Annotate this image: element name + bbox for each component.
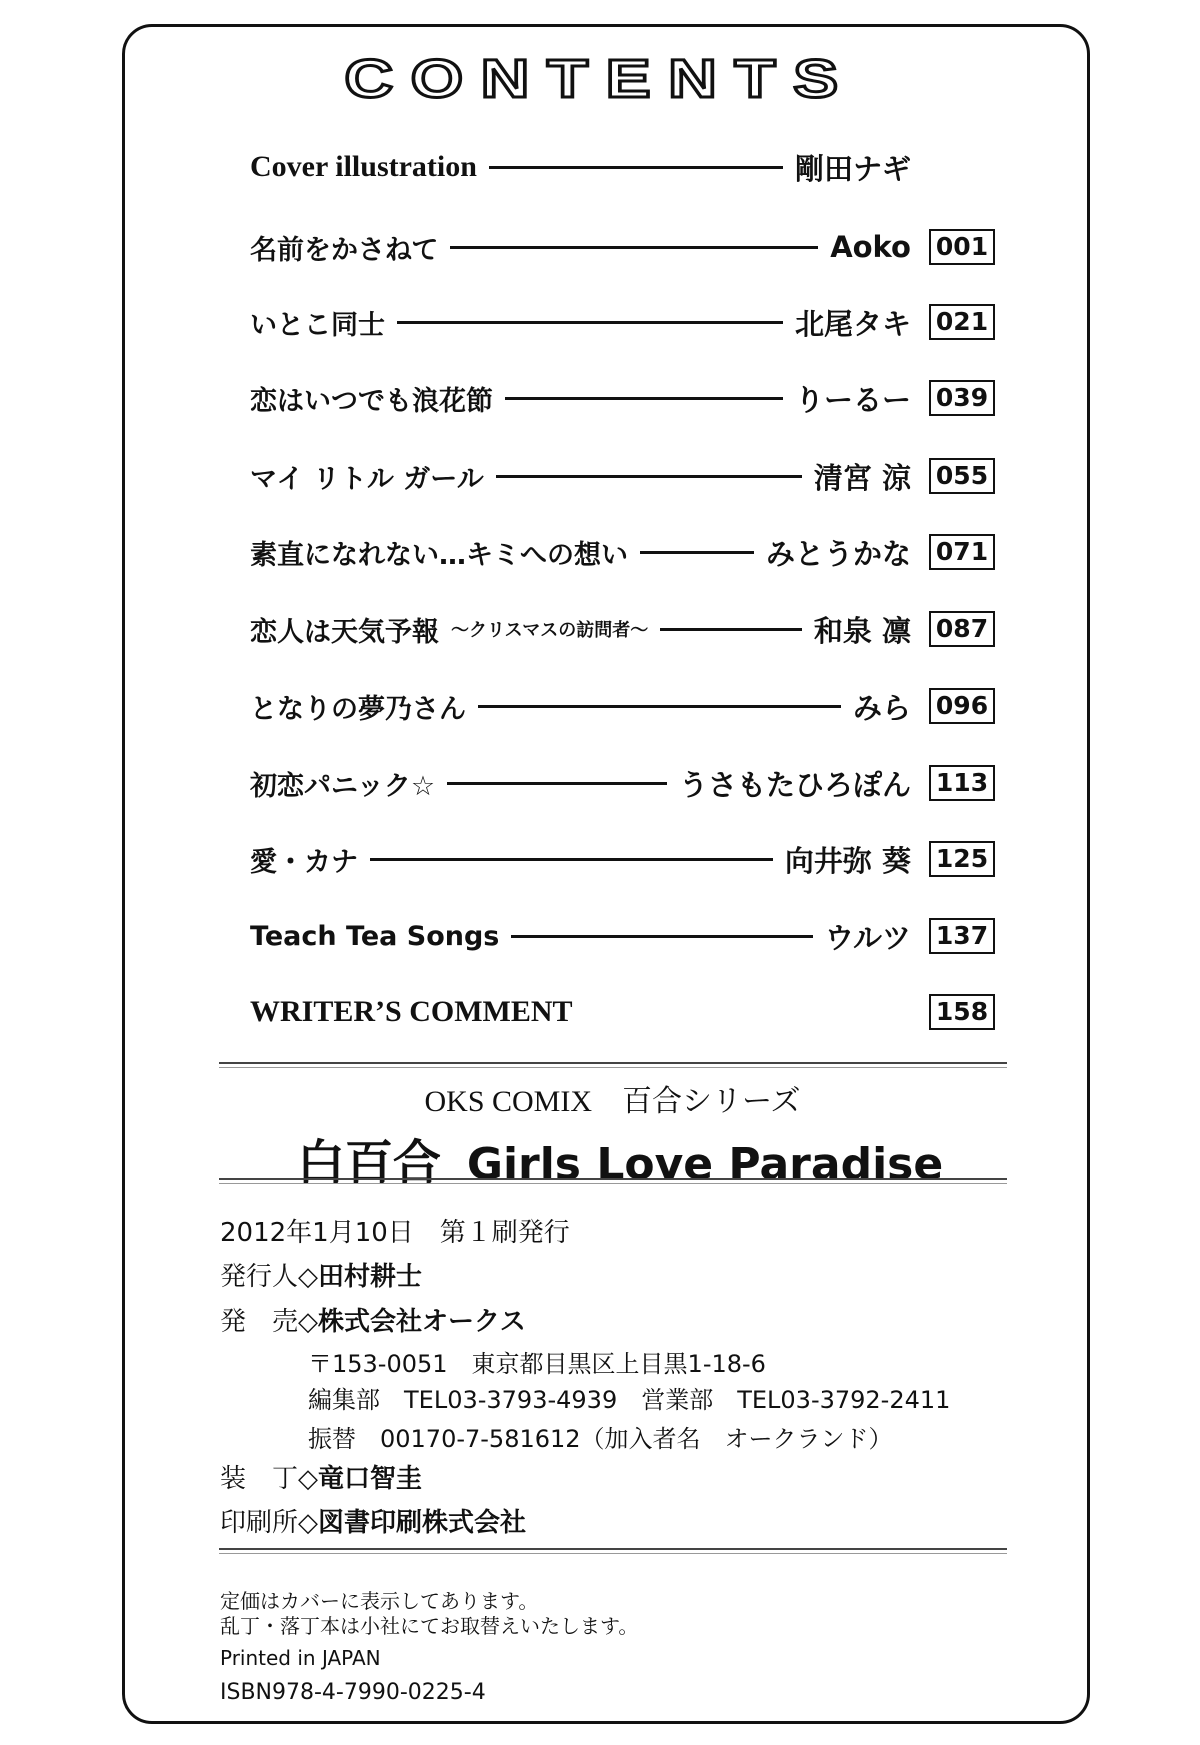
printed-in: Printed in JAPAN <box>220 1646 381 1670</box>
toc-entry <box>250 147 995 187</box>
printer-line <box>220 1502 526 1539</box>
toc-title: Teach Tea Songs <box>250 920 500 952</box>
toc-title: となりの夢乃さん <box>250 693 466 725</box>
toc-entry <box>250 227 995 267</box>
toc-entry <box>250 916 995 956</box>
toc-entry <box>250 763 995 803</box>
toc-entry <box>250 532 995 572</box>
leader-line <box>450 246 818 249</box>
toc-page-number: 039 <box>929 380 995 416</box>
toc-page-number <box>929 149 995 185</box>
isbn: ISBN978-4-7990-0225-4 <box>220 1680 486 1705</box>
toc-author: うさもたひろぽん <box>678 767 911 802</box>
toc-title: 初恋パニック☆ <box>250 770 436 802</box>
book-title-jp: 白百合 <box>296 1135 441 1191</box>
divider <box>219 1062 1007 1068</box>
toc-title: 恋はいつでも浪花節 <box>250 385 493 417</box>
toc-page-number: 125 <box>929 841 995 877</box>
toc-author: りーるー <box>794 382 911 417</box>
toc-title: 名前をかさねて <box>250 234 439 266</box>
toc-title: 恋人は天気予報 <box>250 616 439 648</box>
address: 〒153-0051 東京都目黒区上目黒1-18-6 <box>308 1350 766 1378</box>
toc-entry <box>250 302 995 342</box>
book-title-en: Girls Love Paradise <box>466 1139 944 1190</box>
leader-line <box>496 475 802 478</box>
divider <box>219 1548 1007 1554</box>
leader-line <box>447 782 667 785</box>
toc-page-number: 001 <box>929 229 995 265</box>
toc-title: WRITER’S COMMENT <box>250 995 573 1028</box>
publish-date: 2012年1月10日 第１刷発行 <box>220 1218 570 1248</box>
designer-name: 竜口智圭 <box>318 1464 423 1494</box>
toc-title: 素直になれない…キミへの想い <box>250 539 628 571</box>
seller-name: 株式会社オークス <box>318 1307 526 1337</box>
replacement-note: 乱丁・落丁本は小社にてお取替えいたします。 <box>220 1614 639 1638</box>
toc-page-number: 021 <box>929 304 995 340</box>
toc-author: Aoko <box>830 230 911 264</box>
toc-author: 北尾タキ <box>794 306 911 341</box>
leader-line <box>511 935 812 938</box>
toc-entry <box>250 378 995 418</box>
toc-entry <box>250 992 995 1032</box>
seller-line <box>220 1301 526 1338</box>
toc-title: いとこ同士 <box>250 309 385 341</box>
toc-author: 剛田ナギ <box>794 151 911 186</box>
leader-line <box>505 397 783 400</box>
toc-page-number: 137 <box>929 918 995 954</box>
publisher-line <box>220 1256 422 1293</box>
divider <box>219 1178 1007 1184</box>
design-line <box>220 1458 422 1495</box>
toc-page-number: 158 <box>929 994 995 1030</box>
leader-line <box>660 628 802 631</box>
toc-page-number: 096 <box>929 688 995 724</box>
leader-line <box>489 166 783 169</box>
publisher-name: 田村耕士 <box>318 1262 423 1292</box>
printer-label: 印刷所◇ <box>220 1508 318 1538</box>
toc-entry <box>250 686 995 726</box>
toc-title: マイ リトル ガール <box>250 463 484 495</box>
seller-label: 発 売◇ <box>220 1307 318 1337</box>
transfer-account: 振替 00170-7-581612（加入者名 オークランド） <box>308 1425 893 1453</box>
toc-author: みとうかな <box>765 536 911 571</box>
leader-line <box>640 551 754 554</box>
phone-numbers: 編集部 TEL03-3793-4939 営業部 TEL03-3792-2411 <box>308 1386 951 1414</box>
design-label: 装 丁◇ <box>220 1464 318 1494</box>
toc-page-number: 113 <box>929 765 995 801</box>
leader-line <box>478 705 841 708</box>
contents-heading: CONTENTS <box>344 49 856 109</box>
toc-author: みら <box>852 690 911 725</box>
printer-name: 図書印刷株式会社 <box>318 1508 527 1538</box>
publisher-label: 発行人◇ <box>220 1262 318 1292</box>
toc-subtitle: ～クリスマスの訪問者～ <box>451 620 649 641</box>
toc-entry <box>250 456 995 496</box>
toc-author: 向井弥 葵 <box>784 843 911 878</box>
toc-page-number: 055 <box>929 458 995 494</box>
price-note: 定価はカバーに表示してあります。 <box>220 1589 539 1613</box>
toc-author: 和泉 凛 <box>813 613 911 648</box>
toc-title: 愛・カナ <box>250 846 358 878</box>
toc-author: 清宮 涼 <box>813 460 911 495</box>
series-label: OKS COMIX 百合シリーズ <box>424 1085 801 1118</box>
toc-author: ウルツ <box>824 920 911 955</box>
toc-title: Cover illustration <box>250 150 477 183</box>
leader-line <box>370 858 773 861</box>
toc-entry <box>250 839 995 879</box>
toc-page-number: 071 <box>929 534 995 570</box>
leader-line <box>397 321 783 324</box>
toc-entry <box>250 609 995 649</box>
toc-page-number: 087 <box>929 611 995 647</box>
